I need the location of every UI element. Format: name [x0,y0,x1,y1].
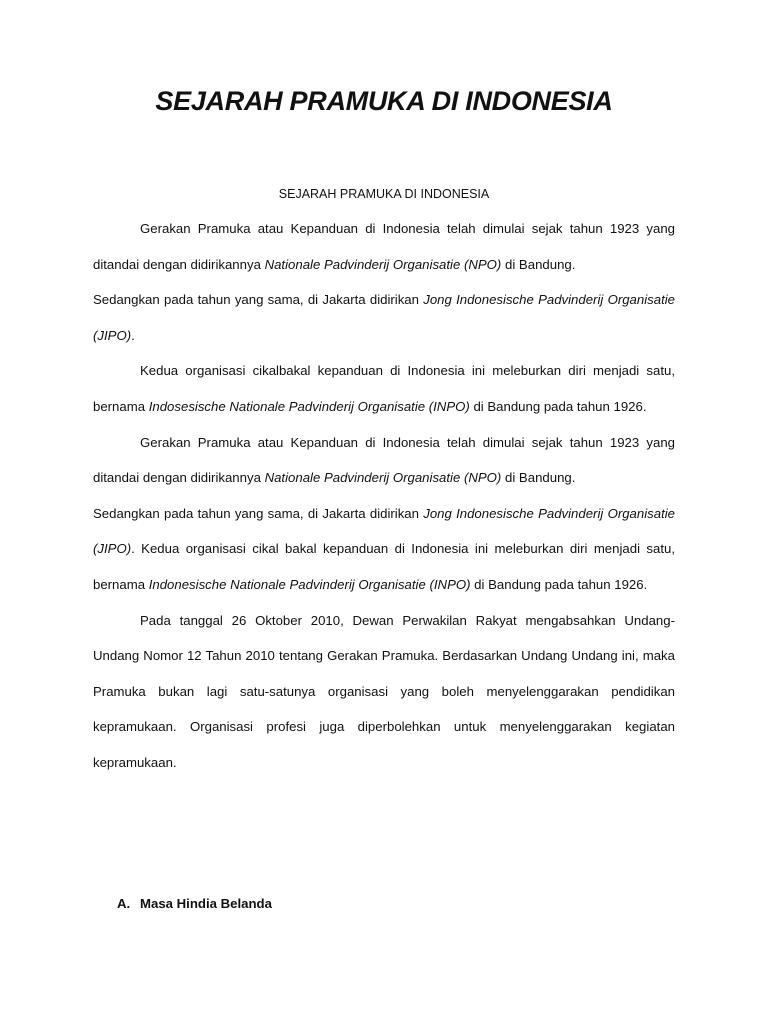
paragraph [93,425,675,496]
section-heading-label: Masa Hindia Belanda [140,896,272,911]
italic-text: Nationale Padvinderij Organisatie (NPO) [264,470,502,486]
paragraph-text: Sedangkan pada tahun yang sama, di Jakarta didirikan [93,505,424,521]
italic-text: Jong Indonesische Padvinderij Organisatie (JIPO) [93,505,676,557]
paragraph-text: . Kedua organisasi cikal bakal kepanduan di Indonesia ini meleburkan diri menjadi satu, bernama [93,541,675,592]
document-body [93,211,675,781]
document-title: SEJARAH PRAMUKA DI INDONESIA [155,86,613,116]
paragraph [93,353,675,424]
paragraph-text: Kedua organisasi cikalbakal kepanduan di Indonesia ini meleburkan diri menjadi satu, bernama [93,363,675,414]
document-subtitle: SEJARAH PRAMUKA DI INDONESIA [278,187,490,201]
paragraph [93,282,675,353]
paragraph [93,211,675,282]
paragraph-text: Gerakan Pramuka atau Kepanduan di Indonesia telah dimulai sejak tahun 1923 yang ditandai dengan didirikannya [93,221,675,272]
italic-text: Indosesische Nationale Padvinderij Organisatie (INPO) [148,398,470,414]
paragraph-text: di Bandung pada tahun 1926. [469,398,647,414]
italic-text: Nationale Padvinderij Organisatie (NPO) [264,256,502,272]
paragraph [93,603,675,781]
paragraph-text: di Bandung. [501,256,576,272]
paragraph-text: di Bandung. [501,470,576,486]
italic-text: Indonesische Nationale Padvinderij Organisatie (INPO) [148,576,471,592]
section-heading [117,896,272,911]
paragraph-text: Sedangkan pada tahun yang sama, di Jakarta didirikan [93,292,424,308]
section-heading-marker: A. [117,896,131,911]
paragraph-text: di Bandung pada tahun 1926. [470,576,648,592]
paragraph-text: Pada tanggal 26 Oktober 2010, Dewan Perwakilan Rakyat mengabsahkan Undang-Undang Nomor 12 Tahun 2010 tentang Gerakan Pramuka. Berdasarkan Undang Undang ini, maka Pramuka bukan lagi satu-satunya organisasi yang boleh menyelenggarakan pendidikan kepramukaan. Organisasi profesi juga diperbolehkan untuk menyelenggarakan kegiatan kepramukaan. [93,612,675,770]
paragraph [93,496,675,603]
paragraph-text: . [131,327,135,343]
paragraph-text: Gerakan Pramuka atau Kepanduan di Indonesia telah dimulai sejak tahun 1923 yang ditandai dengan didirikannya [93,434,675,486]
italic-text: Jong Indonesische Padvinderij Organisatie (JIPO) [93,292,676,343]
